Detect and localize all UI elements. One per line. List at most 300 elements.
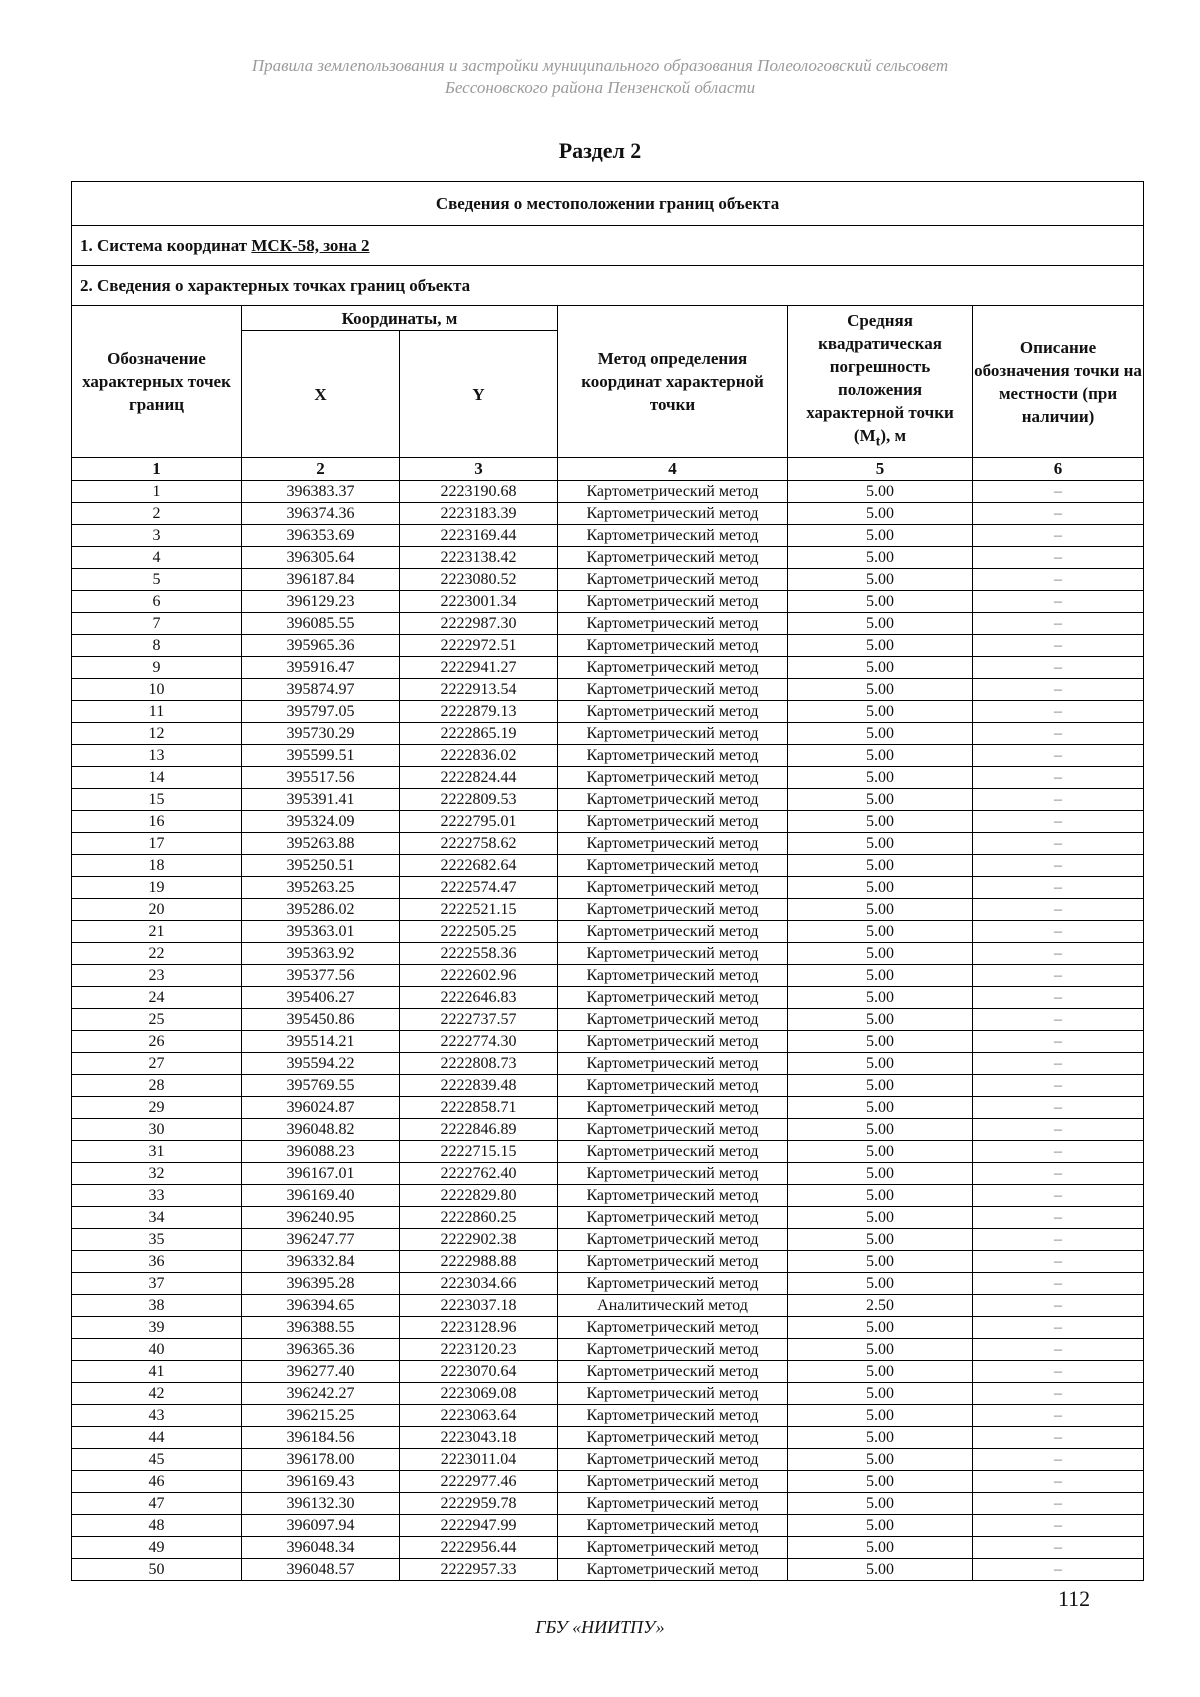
cell-x: 396305.64 [242,547,400,569]
cell-point: 46 [72,1471,242,1493]
cell-y: 2223063.64 [400,1405,558,1427]
cell-point: 43 [72,1405,242,1427]
cell-description: – [973,921,1144,943]
cell-point: 2 [72,503,242,525]
cell-x: 395250.51 [242,855,400,877]
cell-point: 9 [72,657,242,679]
cell-description: – [973,1251,1144,1273]
table-row [72,899,1144,921]
cell-error: 5.00 [788,1361,973,1383]
cell-method: Картометрический метод [558,1515,788,1537]
cell-x: 396169.40 [242,1185,400,1207]
table-row [72,1229,1144,1251]
cell-point: 13 [72,745,242,767]
cell-x: 396215.25 [242,1405,400,1427]
cell-description: – [973,1141,1144,1163]
cell-point: 41 [72,1361,242,1383]
header-y: Y [400,331,558,458]
cell-point: 16 [72,811,242,833]
cell-description: – [973,679,1144,701]
cell-error: 2.50 [788,1295,973,1317]
cell-method: Аналитический метод [558,1295,788,1317]
cell-method: Картометрический метод [558,1163,788,1185]
table-row [72,1163,1144,1185]
cell-y: 2222715.15 [400,1141,558,1163]
cell-x: 396178.00 [242,1449,400,1471]
cell-method: Картометрический метод [558,767,788,789]
cell-y: 2222988.88 [400,1251,558,1273]
cell-point: 6 [72,591,242,613]
cell-error: 5.00 [788,1141,973,1163]
cell-error: 5.00 [788,899,973,921]
cell-x: 395514.21 [242,1031,400,1053]
cell-error: 5.00 [788,1449,973,1471]
cell-description: – [973,987,1144,1009]
cell-error: 5.00 [788,1251,973,1273]
cell-method: Картометрический метод [558,1141,788,1163]
cell-y: 2223128.96 [400,1317,558,1339]
cell-x: 396167.01 [242,1163,400,1185]
header-point-designation: Обозначение характерных точек границ [72,306,242,458]
cell-method: Картометрический метод [558,1009,788,1031]
cell-point: 38 [72,1295,242,1317]
cell-y: 2222574.47 [400,877,558,899]
table-row [72,1427,1144,1449]
cell-point: 35 [72,1229,242,1251]
cell-y: 2222959.78 [400,1493,558,1515]
cell-x: 395730.29 [242,723,400,745]
cell-x: 396048.57 [242,1559,400,1581]
cell-point: 10 [72,679,242,701]
cell-description: – [973,547,1144,569]
table-row [72,635,1144,657]
cell-x: 395769.55 [242,1075,400,1097]
cell-description: – [973,1317,1144,1339]
cell-point: 11 [72,701,242,723]
table-row [72,569,1144,591]
cell-x: 396394.65 [242,1295,400,1317]
cell-point: 25 [72,1009,242,1031]
cell-x: 395377.56 [242,965,400,987]
cell-method: Картометрический метод [558,1471,788,1493]
cell-method: Картометрический метод [558,1317,788,1339]
cell-description: – [973,1559,1144,1581]
table-row [72,943,1144,965]
table-row [72,1075,1144,1097]
column-number: 1 [72,458,242,481]
cell-x: 395286.02 [242,899,400,921]
cell-description: – [973,1405,1144,1427]
cell-x: 395450.86 [242,1009,400,1031]
cell-error: 5.00 [788,1405,973,1427]
cell-point: 17 [72,833,242,855]
cell-description: – [973,1339,1144,1361]
running-header [0,55,1200,99]
boundary-points-table [71,181,1144,1581]
cell-method: Картометрический метод [558,811,788,833]
table-row [72,1119,1144,1141]
table-row [72,1537,1144,1559]
cell-point: 4 [72,547,242,569]
cell-point: 15 [72,789,242,811]
table-row [72,1295,1144,1317]
cell-y: 2223080.52 [400,569,558,591]
cell-description: – [973,965,1144,987]
table-row [72,591,1144,613]
cell-x: 396240.95 [242,1207,400,1229]
cell-error: 5.00 [788,877,973,899]
cell-description: – [973,613,1144,635]
cell-method: Картометрический метод [558,1559,788,1581]
cell-error: 5.00 [788,1427,973,1449]
cell-method: Картометрический метод [558,503,788,525]
table-row [72,1185,1144,1207]
cell-y: 2223037.18 [400,1295,558,1317]
cell-description: – [973,789,1144,811]
cell-description: – [973,899,1144,921]
cell-description: – [973,503,1144,525]
cell-method: Картометрический метод [558,657,788,679]
table-row [72,503,1144,525]
cell-description: – [973,525,1144,547]
cell-description: – [973,745,1144,767]
cell-point: 26 [72,1031,242,1053]
table-row [72,1031,1144,1053]
cell-description: – [973,1273,1144,1295]
cell-y: 2223069.08 [400,1383,558,1405]
cell-description: – [973,1097,1144,1119]
cell-error: 5.00 [788,1185,973,1207]
cell-method: Картометрический метод [558,1405,788,1427]
cell-error: 5.00 [788,1317,973,1339]
cell-description: – [973,855,1144,877]
table-row [72,657,1144,679]
column-numbers-row [72,458,1144,481]
cell-y: 2222839.48 [400,1075,558,1097]
cell-description: – [973,701,1144,723]
cell-error: 5.00 [788,723,973,745]
cell-y: 2222646.83 [400,987,558,1009]
table-row [72,1339,1144,1361]
cell-y: 2222737.57 [400,1009,558,1031]
cell-y: 2222941.27 [400,657,558,679]
table-row [72,833,1144,855]
cell-description: – [973,1449,1144,1471]
table-row [72,1251,1144,1273]
cell-description: – [973,767,1144,789]
cell-y: 2222829.80 [400,1185,558,1207]
cell-description: – [973,811,1144,833]
cell-point: 28 [72,1075,242,1097]
column-number: 6 [973,458,1144,481]
cell-point: 14 [72,767,242,789]
cell-error: 5.00 [788,1053,973,1075]
cell-y: 2223034.66 [400,1273,558,1295]
table-row [72,855,1144,877]
cell-error: 5.00 [788,481,973,503]
cell-point: 40 [72,1339,242,1361]
cell-error: 5.00 [788,943,973,965]
cell-x: 395363.92 [242,943,400,965]
cell-point: 27 [72,1053,242,1075]
cell-point: 7 [72,613,242,635]
cell-x: 396088.23 [242,1141,400,1163]
cell-point: 36 [72,1251,242,1273]
cell-x: 395363.01 [242,921,400,943]
cell-error: 5.00 [788,1119,973,1141]
coordinate-system-value: МСК-58, зона 2 [251,235,370,255]
cell-x: 396048.82 [242,1119,400,1141]
table-row [72,987,1144,1009]
coordinate-system-line [72,226,1144,266]
running-header-line1: Правила землепользования и застройки муниципального образования Полеологовский сельсовет [251,56,949,75]
cell-description: – [973,1075,1144,1097]
cell-method: Картометрический метод [558,1339,788,1361]
cell-error: 5.00 [788,833,973,855]
cell-y: 2222972.51 [400,635,558,657]
cell-point: 20 [72,899,242,921]
cell-x: 396395.28 [242,1273,400,1295]
cell-error: 5.00 [788,569,973,591]
table-row [72,1141,1144,1163]
column-number: 2 [242,458,400,481]
cell-x: 396048.34 [242,1537,400,1559]
table-row [72,1273,1144,1295]
cell-point: 23 [72,965,242,987]
cell-x: 395263.88 [242,833,400,855]
table-row [72,965,1144,987]
cell-error: 5.00 [788,1075,973,1097]
cell-point: 34 [72,1207,242,1229]
cell-description: – [973,877,1144,899]
cell-error: 5.00 [788,657,973,679]
cell-x: 395517.56 [242,767,400,789]
table-row [72,1097,1144,1119]
cell-method: Картометрический метод [558,679,788,701]
cell-y: 2222774.30 [400,1031,558,1053]
cell-description: – [973,1427,1144,1449]
cell-error: 5.00 [788,987,973,1009]
cell-x: 396184.56 [242,1427,400,1449]
cell-y: 2222858.71 [400,1097,558,1119]
cell-description: – [973,1515,1144,1537]
cell-point: 3 [72,525,242,547]
table-row [72,877,1144,899]
cell-error: 5.00 [788,547,973,569]
cell-method: Картометрический метод [558,1537,788,1559]
cell-y: 2222836.02 [400,745,558,767]
page-number: 112 [1058,1586,1091,1611]
cell-point: 32 [72,1163,242,1185]
cell-method: Картометрический метод [558,1361,788,1383]
cell-y: 2223120.23 [400,1339,558,1361]
cell-error: 5.00 [788,1515,973,1537]
cell-error: 5.00 [788,1009,973,1031]
table-row [72,1515,1144,1537]
cell-error: 5.00 [788,1031,973,1053]
cell-method: Картометрический метод [558,591,788,613]
cell-y: 2223190.68 [400,481,558,503]
cell-method: Картометрический метод [558,877,788,899]
cell-error: 5.00 [788,1229,973,1251]
table-row [72,811,1144,833]
cell-description: – [973,1471,1144,1493]
cell-y: 2223011.04 [400,1449,558,1471]
cell-method: Картометрический метод [558,833,788,855]
cell-y: 2222865.19 [400,723,558,745]
cell-x: 396277.40 [242,1361,400,1383]
cell-y: 2222682.64 [400,855,558,877]
cell-x: 396365.36 [242,1339,400,1361]
table-row [72,921,1144,943]
cell-description: – [973,1009,1144,1031]
cell-description: – [973,1031,1144,1053]
cell-description: – [973,833,1144,855]
cell-error: 5.00 [788,1537,973,1559]
cell-method: Картометрический метод [558,1075,788,1097]
cell-y: 2222977.46 [400,1471,558,1493]
cell-point: 29 [72,1097,242,1119]
table-row [72,1317,1144,1339]
cell-description: – [973,635,1144,657]
cell-y: 2222902.38 [400,1229,558,1251]
cell-method: Картометрический метод [558,481,788,503]
table-row [72,1207,1144,1229]
table-row [72,1559,1144,1581]
cell-x: 396247.77 [242,1229,400,1251]
cell-error: 5.00 [788,613,973,635]
cell-y: 2223169.44 [400,525,558,547]
cell-error: 5.00 [788,1163,973,1185]
cell-x: 396388.55 [242,1317,400,1339]
cell-description: – [973,1383,1144,1405]
cell-description: – [973,569,1144,591]
cell-description: – [973,943,1144,965]
cell-y: 2223183.39 [400,503,558,525]
cell-description: – [973,1361,1144,1383]
cell-description: – [973,591,1144,613]
cell-point: 33 [72,1185,242,1207]
cell-x: 396187.84 [242,569,400,591]
cell-y: 2223070.64 [400,1361,558,1383]
cell-method: Картометрический метод [558,965,788,987]
table-row [72,679,1144,701]
cell-point: 19 [72,877,242,899]
cell-y: 2222860.25 [400,1207,558,1229]
cell-x: 395391.41 [242,789,400,811]
cell-point: 21 [72,921,242,943]
cell-method: Картометрический метод [558,1427,788,1449]
cell-method: Картометрический метод [558,745,788,767]
cell-error: 5.00 [788,679,973,701]
cell-x: 395965.36 [242,635,400,657]
cell-error: 5.00 [788,1097,973,1119]
cell-x: 396085.55 [242,613,400,635]
cell-y: 2222558.36 [400,943,558,965]
cell-y: 2222758.62 [400,833,558,855]
cell-y: 2222947.99 [400,1515,558,1537]
cell-y: 2222824.44 [400,767,558,789]
cell-error: 5.00 [788,789,973,811]
cell-method: Картометрический метод [558,921,788,943]
points-section-title: 2. Сведения о характерных точках границ объекта [72,266,1144,306]
table-row [72,1009,1144,1031]
cell-method: Картометрический метод [558,525,788,547]
cell-error: 5.00 [788,635,973,657]
cell-method: Картометрический метод [558,1251,788,1273]
cell-point: 12 [72,723,242,745]
cell-y: 2222809.53 [400,789,558,811]
cell-description: – [973,1537,1144,1559]
cell-method: Картометрический метод [558,1207,788,1229]
cell-method: Картометрический метод [558,1273,788,1295]
table-row [72,789,1144,811]
cell-description: – [973,1119,1144,1141]
column-number: 4 [558,458,788,481]
cell-description: – [973,1295,1144,1317]
cell-method: Картометрический метод [558,613,788,635]
cell-error: 5.00 [788,701,973,723]
cell-description: – [973,481,1144,503]
header-method: Метод определения координат характерной точки [558,306,788,458]
cell-method: Картометрический метод [558,701,788,723]
cell-y: 2222808.73 [400,1053,558,1075]
cell-x: 395406.27 [242,987,400,1009]
cell-error: 5.00 [788,1493,973,1515]
cell-method: Картометрический метод [558,723,788,745]
cell-y: 2223043.18 [400,1427,558,1449]
cell-method: Картометрический метод [558,1053,788,1075]
cell-point: 1 [72,481,242,503]
cell-x: 396097.94 [242,1515,400,1537]
cell-description: – [973,1053,1144,1075]
section-title: Раздел 2 [558,138,642,163]
cell-x: 395874.97 [242,679,400,701]
cell-point: 24 [72,987,242,1009]
table-row [72,723,1144,745]
cell-y: 2222505.25 [400,921,558,943]
cell-point: 47 [72,1493,242,1515]
cell-error: 5.00 [788,767,973,789]
cell-error: 5.00 [788,745,973,767]
running-header-line2: Бессоновского района Пензенской области [444,78,756,97]
cell-method: Картометрический метод [558,855,788,877]
cell-point: 50 [72,1559,242,1581]
cell-x: 395324.09 [242,811,400,833]
cell-y: 2222795.01 [400,811,558,833]
cell-y: 2222879.13 [400,701,558,723]
cell-method: Картометрический метод [558,1229,788,1251]
cell-error: 5.00 [788,591,973,613]
cell-description: – [973,1163,1144,1185]
cell-x: 396024.87 [242,1097,400,1119]
cell-x: 396132.30 [242,1493,400,1515]
cell-method: Картометрический метод [558,1031,788,1053]
footer-organization: ГБУ «НИИТПУ» [535,1617,665,1637]
table-row [72,1405,1144,1427]
cell-error: 5.00 [788,921,973,943]
header-mean-error: Средняя квадратическая погрешность положения характерной точки $(M_t)$, м [788,306,973,458]
table-row [72,525,1144,547]
cell-x: 395263.25 [242,877,400,899]
table-row [72,547,1144,569]
cell-x: 396242.27 [242,1383,400,1405]
cell-x: 395594.22 [242,1053,400,1075]
table-row [72,701,1144,723]
table-row [72,481,1144,503]
cell-method: Картометрический метод [558,569,788,591]
cell-error: 5.00 [788,1273,973,1295]
